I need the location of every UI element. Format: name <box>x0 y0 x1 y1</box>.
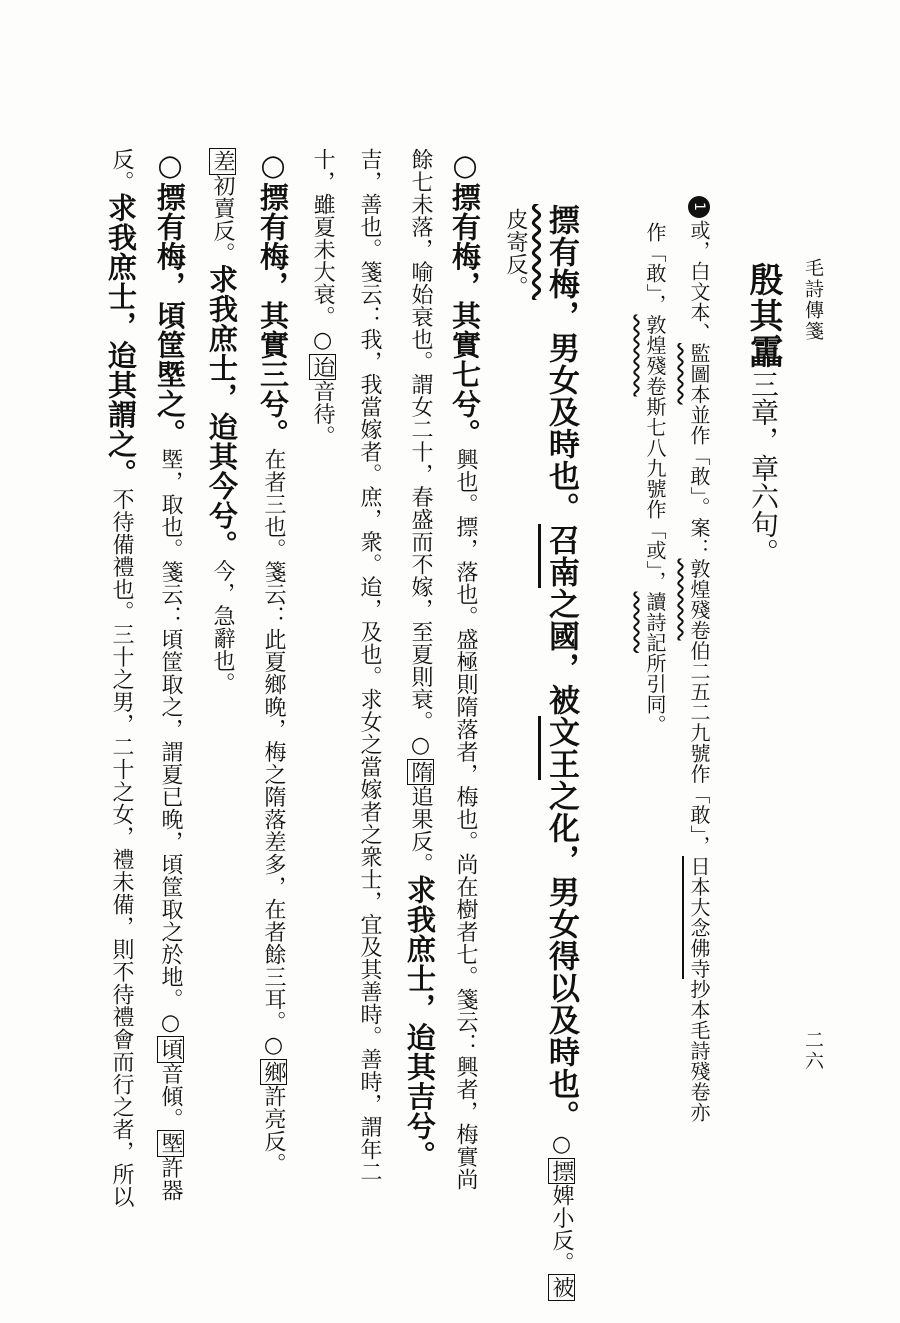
verse-text: 求我庶士，迨其今兮。 <box>205 264 239 560</box>
footnote-text: 伯二五二九號作「敢」， <box>687 640 711 856</box>
footnote-line-2 <box>645 222 665 735</box>
stanza-1-line-4 <box>309 148 336 448</box>
verse-text: 求我庶士，迨其謂之。 <box>104 193 138 488</box>
phonetic-gloss: 婢小反。 <box>549 1184 574 1274</box>
stanza-1-line-1 <box>448 148 482 1191</box>
stanza-1-line-3 <box>358 148 380 1183</box>
footnote-book-mark: 監圖本 <box>687 343 711 405</box>
verse-text: ○摽有梅，頃筐塈之。 <box>153 148 187 448</box>
phonetic-gloss: 音待。 <box>310 380 336 448</box>
footnote-text: 並作「敢」。案： <box>687 404 711 559</box>
chapter-summary: 三章，章六句。 <box>747 370 780 566</box>
phonetic-gloss: 反。 <box>109 148 134 193</box>
commentary-text: 今，急辭也。 <box>210 559 235 695</box>
phonetic-char-box: 差 <box>210 150 235 173</box>
verse-text: ○摽有梅，其實三兮。 <box>256 148 290 448</box>
commentary-text: 不待備禮也。三十之男，二十之女，禮未備，則不待禮會而行之者，所以 <box>109 488 134 1208</box>
phonetic-char-box: 隋 <box>408 760 433 783</box>
stanza-2-line-2 <box>205 148 239 695</box>
poem-title: 摽有梅 <box>543 204 579 300</box>
commentary-text: 塈，取也。箋云：頃筐取之，謂夏已晚，頃筐取之於地。○ <box>158 448 183 1036</box>
stanza-2-line-1 <box>256 148 290 1175</box>
phonetic-gloss: 許器 <box>158 1156 183 1202</box>
chapter-title: 殷其靁 <box>743 262 783 370</box>
commentary-text: 興也。摽，落也。盛極則隋落者，梅也。尚在樹者七。箋云：興者，梅實尚 <box>453 448 478 1191</box>
phonetic-gloss: 許亮反。 <box>261 1085 286 1175</box>
verse-text: ○摽有梅，其實七兮。 <box>448 148 482 448</box>
footnote-marker: 1 <box>688 196 710 218</box>
footnote-text: 抄本毛詩殘卷亦 <box>687 979 711 1123</box>
commentary-text: 吉，善也。箋云：我，我當嫁者。庶，衆。迨，及也。求女之當嫁者之衆士，宜及其善時。善時，謂年二 <box>357 148 382 1183</box>
commentary-text: 十，雖夏未大衰。○ <box>310 148 336 354</box>
footnote-text: 所引同。 <box>643 653 667 735</box>
footnote-book-mark: 讀詩記 <box>643 591 667 653</box>
phonetic-gloss: 初賣反。 <box>210 174 235 265</box>
poem-preface-line <box>543 204 579 1301</box>
phonetic-char-box: 塈 <box>158 1132 183 1155</box>
page-number: 二六 <box>802 1030 824 1072</box>
phonetic-char-box: 迨 <box>310 355 336 378</box>
preface-place-mark: 召南 <box>543 524 579 588</box>
commentary-text: 餘七未落，喻始衰也。謂女二十，春盛而不嫁，至夏則衰。○ <box>408 148 433 759</box>
phonetic-gloss: 皮寄反。 <box>503 208 528 298</box>
preface-text: 之化，男女得以及時也。 <box>543 780 579 1132</box>
chapter-end-line <box>743 262 783 566</box>
preface-text: ，男女及時也。 <box>543 300 579 524</box>
footnote-line-1 <box>688 196 710 1123</box>
footnote-text: 作「敢」， <box>643 222 667 315</box>
phonetic-gloss: 追果反。 <box>408 785 433 875</box>
phonetic-circle: ○ <box>549 1132 574 1158</box>
preface-person-mark: 文王 <box>543 716 579 780</box>
stanza-3-line-2 <box>104 148 138 1208</box>
phonetic-char-box: 頃 <box>158 1038 183 1061</box>
phonetic-char-box: 被 <box>549 1276 574 1299</box>
preface-text: 之國，被 <box>543 588 579 716</box>
footnote-book-mark: 敦煌殘卷 <box>687 558 711 641</box>
phonetic-char-box: 鄉 <box>261 1060 286 1083</box>
verse-text: 求我庶士，迨其吉兮。 <box>403 875 437 1170</box>
stanza-1-line-2 <box>403 148 437 1170</box>
footnote-book-mark: 敦煌殘卷 <box>643 314 667 397</box>
stanza-3-line-1 <box>153 148 187 1202</box>
footnote-text: 或，白文本、 <box>687 220 711 343</box>
phonetic-char-box: 摽 <box>549 1159 574 1182</box>
footnote-place-mark: 日本大念佛寺 <box>687 856 711 979</box>
poem-preface-cont <box>504 208 526 298</box>
commentary-text: 在者三也。箋云：此夏鄉晚，梅之隋落差多，在者餘三耳。○ <box>261 448 286 1059</box>
running-head-title: 毛詩傳箋 <box>802 258 824 342</box>
phonetic-gloss: 音傾。 <box>158 1062 183 1130</box>
footnote-text: 斯七八九號作「或」， <box>643 396 667 592</box>
